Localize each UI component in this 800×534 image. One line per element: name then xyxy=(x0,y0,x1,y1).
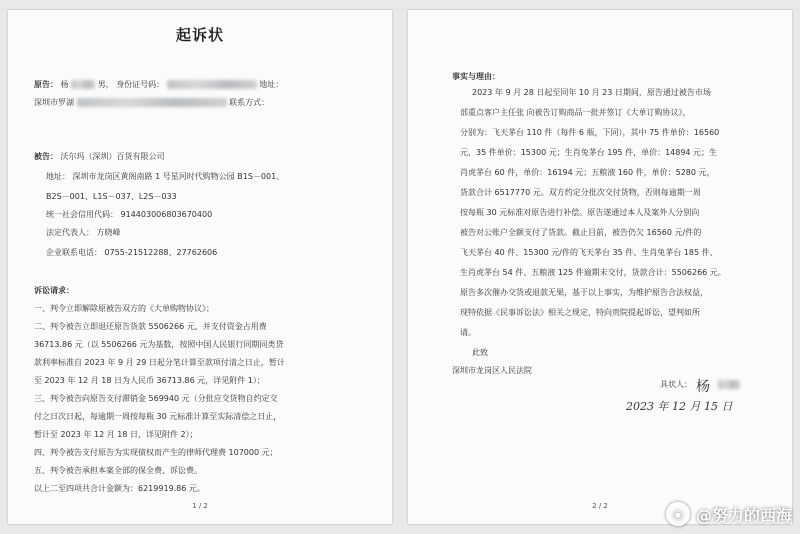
claims-heading: 诉讼请求： xyxy=(34,286,74,295)
defendant-name: 沃尔玛（深圳）百货有限公司 xyxy=(60,152,165,161)
plaintiff-contact-label: 联系方式： xyxy=(229,98,270,107)
redacted-id-number xyxy=(167,80,257,89)
weibo-icon: ◉ xyxy=(666,502,690,526)
facts-line: 肖虎茅台 60 件，单价：16194 元；五粮液 160 件，单价：5280 元， xyxy=(460,168,715,177)
facts-line: 元，35 件单价：15300 元；生肖兔茅台 195 件，单价：14894 元；生 xyxy=(460,148,718,157)
handwritten-signature: 杨 xyxy=(696,379,710,395)
redacted-address xyxy=(77,98,227,107)
claim-line: 36713.86 元（以 5506266 元为基数，按照中国人民银行同期同类贷 xyxy=(34,340,284,349)
facts-line: 分别为：飞天茅台 110 件（每件 6 瓶，下同），其中 75 件单价：16560 xyxy=(460,128,720,137)
claim-line: 五、判令被告承担本案全部的保全费、诉讼费。 xyxy=(34,466,202,475)
defendant-legal-rep: 法定代表人： 方晓峰 xyxy=(46,228,121,237)
facts-line: 请。 xyxy=(460,328,476,337)
facts-line: 现特依据《民事诉讼法》相关之规定，特向贵院提起诉讼，望判如所 xyxy=(460,308,700,317)
defendant-address-1: 地址： 深圳市龙岗区黄阁南路 1 号星河时代购物公园 B1S－001、 xyxy=(46,172,285,181)
claim-line: 暂计至 2023 年 12 月 18 日，详见附件 2）； xyxy=(34,430,198,439)
claim-line: 至 2023 年 12 月 18 日为人民币 36713.86 元，详见附件 1）； xyxy=(34,376,265,385)
facts-line: 生肖虎茅台 54 件、五粮液 125 件逾期未交付，货款合计：5506266 元。 xyxy=(460,268,726,277)
claim-line: 款利率标准自 2023 年 9 月 29 日起分笔计算至款项付清之日止，暂计 xyxy=(34,358,285,367)
defendant-credit-code: 统一社会信用代码： 914403006803670400 xyxy=(46,210,213,219)
defendant-line xyxy=(34,152,165,162)
facts-line: 飞天茅台 40 件、15300 元/件的飞天茅台 35 件、生肖兔茅台 185 件、 xyxy=(460,248,718,257)
watermark-text: @努力的西海 xyxy=(695,505,792,525)
claim-line: 一、判令立即解除原被告双方的《大单购物协议》； xyxy=(34,304,214,313)
facts-line: 货款合计 6517770 元。双方约定分批次交付货物，否则每逾期一周 xyxy=(460,188,701,197)
document-title: 起诉状 xyxy=(175,26,224,44)
redacted-signature xyxy=(718,380,740,389)
handwritten-date: 2023 年 12 月 15 日 xyxy=(626,400,733,413)
claim-line: 四、判令被告支付原告为实现债权而产生的律师代理费 107000 元； xyxy=(34,448,278,457)
plaintiff-name-prefix: 杨 xyxy=(60,80,69,89)
facts-line: 原告多次催办交货或退款无果，基于以上事实，为维护原告合法权益， xyxy=(460,288,708,297)
complaint-page-1 xyxy=(8,10,392,524)
plaintiff-address-prefix: 深圳市罗湖 xyxy=(34,98,74,107)
facts-line: 部重点客户主任张 向被告订购商品一批并签订《大单订购协议》， xyxy=(460,108,691,117)
page-number: 1 / 2 xyxy=(192,502,208,510)
claim-total-line: 以上二至四项共合计金额为：6219919.86 元。 xyxy=(34,484,205,493)
facts-line: 按每瓶 30 元标准对原告进行补偿。原告遂通过本人及案外人分别向 xyxy=(460,208,700,217)
facts-line: 2023 年 9 月 28 日起至同年 10 月 23 日期间，原告通过被告市场 xyxy=(472,88,711,97)
defendant-address-2: B2S－001、L1S－037、L2S－033 xyxy=(46,192,177,201)
facts-line: 被告对公账户全额支付了货款。截止目前，被告仍欠 16560 元/件的 xyxy=(460,228,702,237)
redacted-name xyxy=(71,80,95,89)
facts-heading: 事实与理由： xyxy=(452,72,500,81)
closing-text: 此致 xyxy=(472,348,488,357)
claim-line: 付之日次日起，每逾期一周按每瓶 30 元标准计算至实际清偿之日止， xyxy=(34,412,282,421)
weibo-watermark xyxy=(666,502,792,526)
signer-label: 具状人： xyxy=(660,380,692,389)
plaintiff-line xyxy=(34,80,283,90)
plaintiff-gender: 男， xyxy=(97,80,114,89)
defendant-phone: 企业联系电话： 0755-21512288、27762606 xyxy=(46,248,218,257)
complaint-page-2 xyxy=(408,10,792,524)
plaintiff-id-label: 身份证号码： xyxy=(116,80,165,89)
plaintiff-label: 原告： xyxy=(34,80,58,89)
claim-line: 二、判令被告立即退还原告货款 5506266 元，并支付资金占用费 xyxy=(34,322,267,331)
plaintiff-address-line xyxy=(34,98,269,108)
plaintiff-address-label: 地址： xyxy=(259,80,284,89)
page-number: 2 / 2 xyxy=(592,502,608,510)
court-name: 深圳市龙岗区人民法院 xyxy=(452,366,532,375)
defendant-label: 被告： xyxy=(34,152,58,161)
claim-line: 三、判令被告向原告支付滞销金 569940 元（分批应交货物自约定交 xyxy=(34,394,278,403)
